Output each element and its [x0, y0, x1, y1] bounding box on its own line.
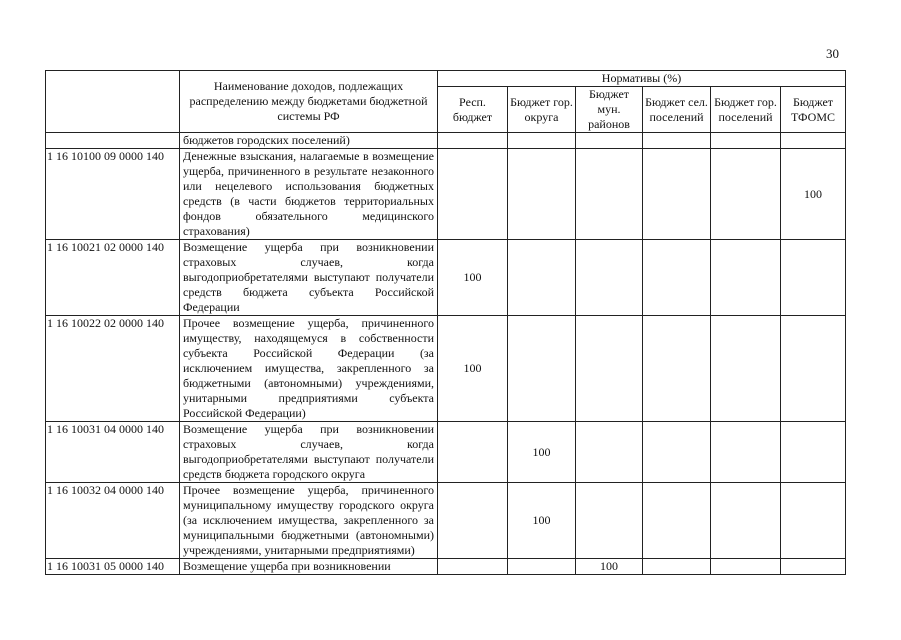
- value-tfoms: [781, 240, 846, 316]
- value-urban-settlements: [711, 149, 781, 240]
- table-row: [46, 483, 846, 559]
- row-code: 1 16 10021 02 0000 140: [46, 240, 180, 316]
- row-name: Прочее возмещение ущерба, причиненного имуществу, находящемуся в собственности субъекта Российской Федерации (за исключением имущества, закрепленного за бюджетными (автономными) учреждениями, унитарными предприятиями субъекта Российской Федерации): [180, 316, 438, 422]
- value-resp: [438, 422, 508, 483]
- col-header-tfoms: Бюджет ТФОМС: [781, 87, 846, 133]
- value-rural-settlements: [643, 422, 711, 483]
- value-mun-districts: [576, 422, 643, 483]
- value-city-district: [508, 559, 576, 575]
- value-mun-districts: [576, 483, 643, 559]
- page-number: 30: [826, 46, 839, 61]
- value-rural-settlements: [643, 316, 711, 422]
- row-name: Возмещение ущерба при возникновении страховых случаев, когда выгодоприобретателями выступают получатели средств бюджета городского округа: [180, 422, 438, 483]
- row-code: 1 16 10032 04 0000 140: [46, 483, 180, 559]
- normatives-header: Нормативы (%): [438, 71, 846, 87]
- col-header-urban-settlements: Бюджет гор. поселений: [711, 87, 781, 133]
- row-name: Возмещение ущерба при возникновении: [180, 559, 438, 575]
- value-urban-settlements: [711, 422, 781, 483]
- row-name: Денежные взыскания, налагаемые в возмещение ущерба, причиненного в результате незаконного или нецелевого использования бюджетных средств (в части бюджетов территориальных фондов обязательного медицинского страхования): [180, 149, 438, 240]
- value-city-district: [508, 316, 576, 422]
- value-mun-districts: [576, 149, 643, 240]
- table-row: [46, 422, 846, 483]
- table-row: [46, 240, 846, 316]
- value-rural-settlements: [643, 483, 711, 559]
- continuation-row: [46, 133, 846, 149]
- value-urban-settlements: [711, 240, 781, 316]
- value-tfoms: [781, 483, 846, 559]
- value-tfoms: [781, 559, 846, 575]
- row-code: 1 16 10031 04 0000 140: [46, 422, 180, 483]
- row-name: Возмещение ущерба при возникновении страховых случаев, когда выгодоприобретателями выступают получатели средств бюджета субъекта Российской Федерации: [180, 240, 438, 316]
- table-row: [46, 149, 846, 240]
- row-code: 1 16 10022 02 0000 140: [46, 316, 180, 422]
- value-resp: [438, 149, 508, 240]
- row-name: Прочее возмещение ущерба, причиненного муниципальному имуществу городского округа (за исключением имущества, закрепленного за муниципальными бюджетными (автономными) учреждениями, унитарными предприятиями): [180, 483, 438, 559]
- code-header: [46, 71, 180, 133]
- row-code: [46, 133, 180, 149]
- value-urban-settlements: [711, 483, 781, 559]
- table-row: [46, 559, 846, 575]
- row-code: 1 16 10100 09 0000 140: [46, 149, 180, 240]
- name-header: Наименование доходов, подлежащих распределению между бюджетами бюджетной системы РФ: [180, 71, 438, 133]
- value-resp: 100: [438, 316, 508, 422]
- value-urban-settlements: [711, 316, 781, 422]
- row-code: 1 16 10031 05 0000 140: [46, 559, 180, 575]
- value-mun-districts: 100: [576, 559, 643, 575]
- value-rural-settlements: [643, 559, 711, 575]
- value-resp: [438, 483, 508, 559]
- row-name: бюджетов городских поселений): [180, 133, 438, 149]
- value-tfoms: [781, 316, 846, 422]
- value-tfoms: [781, 422, 846, 483]
- value-rural-settlements: [643, 240, 711, 316]
- value-mun-districts: [576, 316, 643, 422]
- value-city-district: [508, 240, 576, 316]
- table-row: [46, 316, 846, 422]
- value-resp: 100: [438, 240, 508, 316]
- value-rural-settlements: [643, 149, 711, 240]
- value-city-district: 100: [508, 483, 576, 559]
- value-resp: [438, 559, 508, 575]
- revenue-distribution-table: [45, 70, 846, 575]
- col-header-rural-settlements: Бюджет сел. поселений: [643, 87, 711, 133]
- value-city-district: [508, 149, 576, 240]
- col-header-city-district: Бюджет гор. округа: [508, 87, 576, 133]
- col-header-mun-districts: Бюджет мун. районов: [576, 87, 643, 133]
- col-header-resp: Респ. бюджет: [438, 87, 508, 133]
- value-tfoms: 100: [781, 149, 846, 240]
- value-mun-districts: [576, 240, 643, 316]
- value-urban-settlements: [711, 559, 781, 575]
- value-city-district: 100: [508, 422, 576, 483]
